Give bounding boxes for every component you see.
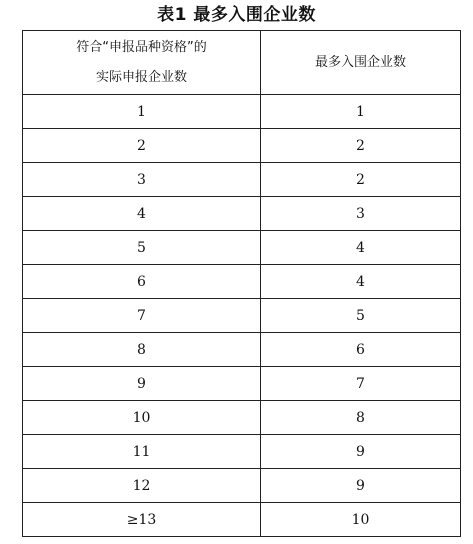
cell-declared-count: 6	[23, 265, 261, 299]
header-declared-count	[23, 31, 261, 95]
cell-max-selected: 3	[261, 197, 461, 231]
cell-declared-count: ≥13	[23, 503, 261, 537]
header-max-selected: 最多入围企业数	[261, 31, 461, 95]
table-row	[23, 469, 461, 503]
cell-max-selected: 6	[261, 333, 461, 367]
table-row	[23, 265, 461, 299]
table-row	[23, 367, 461, 401]
cell-max-selected: 2	[261, 129, 461, 163]
cell-declared-count: 9	[23, 367, 261, 401]
cell-max-selected: 4	[261, 231, 461, 265]
cell-max-selected: 2	[261, 163, 461, 197]
cell-max-selected: 9	[261, 469, 461, 503]
table-row	[23, 435, 461, 469]
selection-table	[22, 30, 461, 537]
table-header-row	[23, 31, 461, 95]
table-row	[23, 231, 461, 265]
cell-declared-count: 12	[23, 469, 261, 503]
cell-declared-count: 7	[23, 299, 261, 333]
header-declared-line1: 符合“申报品种资格”的	[76, 39, 207, 55]
cell-declared-count: 1	[23, 95, 261, 129]
cell-max-selected: 10	[261, 503, 461, 537]
cell-max-selected: 5	[261, 299, 461, 333]
cell-max-selected: 9	[261, 435, 461, 469]
table-row	[23, 299, 461, 333]
cell-max-selected: 4	[261, 265, 461, 299]
table-row	[23, 401, 461, 435]
table-row	[23, 503, 461, 537]
cell-declared-count: 10	[23, 401, 261, 435]
table-row	[23, 333, 461, 367]
table-row	[23, 129, 461, 163]
cell-declared-count: 8	[23, 333, 261, 367]
table-row	[23, 197, 461, 231]
cell-declared-count: 11	[23, 435, 261, 469]
cell-max-selected: 1	[261, 95, 461, 129]
header-declared-line2: 实际申报企业数	[95, 69, 187, 85]
cell-declared-count: 4	[23, 197, 261, 231]
cell-declared-count: 2	[23, 129, 261, 163]
table-row	[23, 95, 461, 129]
table-title: 表1 最多入围企业数	[157, 5, 316, 25]
cell-max-selected: 7	[261, 367, 461, 401]
cell-declared-count: 3	[23, 163, 261, 197]
cell-declared-count: 5	[23, 231, 261, 265]
cell-max-selected: 8	[261, 401, 461, 435]
table-body	[23, 95, 461, 537]
table-row	[23, 163, 461, 197]
